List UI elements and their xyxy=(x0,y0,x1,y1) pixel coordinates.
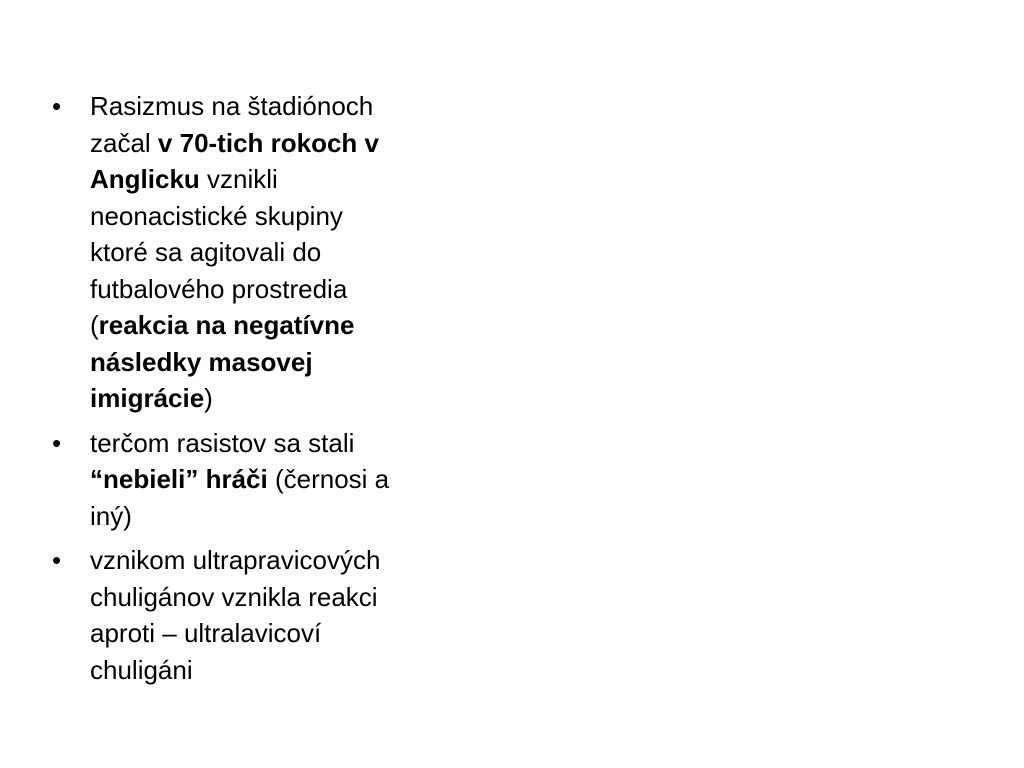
text-run: ktoré sa agitovali do xyxy=(90,237,322,267)
text-line xyxy=(90,461,498,498)
text-line xyxy=(90,652,498,689)
text-run: chuligánov vznikla reakci xyxy=(90,581,378,612)
text-run: vznikli xyxy=(199,164,278,194)
text-run: aproti – ultralavicoví xyxy=(90,618,322,648)
text-line xyxy=(90,234,498,271)
text-line xyxy=(90,615,498,652)
text-line xyxy=(90,88,498,125)
bold-text-run: Anglicku xyxy=(90,164,200,194)
text-line xyxy=(90,380,498,417)
text-run: neonacistické skupiny xyxy=(90,200,343,231)
bold-text-run: reakcia na negatívne xyxy=(98,310,355,340)
text-run: futbalového prostredia xyxy=(90,273,348,304)
bullet-item-racism-origin xyxy=(48,88,498,417)
text-line xyxy=(90,271,498,308)
text-run: terčom rasistov sa stali xyxy=(90,427,355,458)
bullet-point-icon: • xyxy=(52,427,62,458)
bold-text-run: následky masovej xyxy=(90,346,313,377)
text-run: ( xyxy=(90,310,99,340)
bold-text-run: imigrácie xyxy=(90,383,205,413)
text-run: (černosi a xyxy=(267,464,390,494)
bullet-point-icon: • xyxy=(52,545,62,575)
text-run: iný) xyxy=(90,500,132,531)
text-line xyxy=(90,161,498,198)
text-line xyxy=(90,498,498,535)
text-run: začal xyxy=(90,127,158,158)
text-line xyxy=(90,425,498,462)
text-line xyxy=(90,307,498,344)
text-run: vznikom ultrapravicových xyxy=(90,545,381,575)
text-line xyxy=(90,344,498,381)
bullet-list xyxy=(48,88,498,696)
text-run: ) xyxy=(204,383,213,413)
bullet-item-targets xyxy=(48,425,498,535)
text-line xyxy=(90,542,498,579)
bullet-item-reaction xyxy=(48,542,498,688)
text-line xyxy=(90,579,498,616)
bullet-point-icon: • xyxy=(52,91,62,121)
bold-text-run: v 70-tich rokoch v xyxy=(157,127,379,158)
text-run: chuligáni xyxy=(90,654,193,685)
text-line xyxy=(90,198,498,235)
text-run: Rasizmus na štadiónoch xyxy=(90,91,374,121)
text-line xyxy=(90,125,498,162)
bold-text-run: “nebieli” hráči xyxy=(90,464,268,494)
